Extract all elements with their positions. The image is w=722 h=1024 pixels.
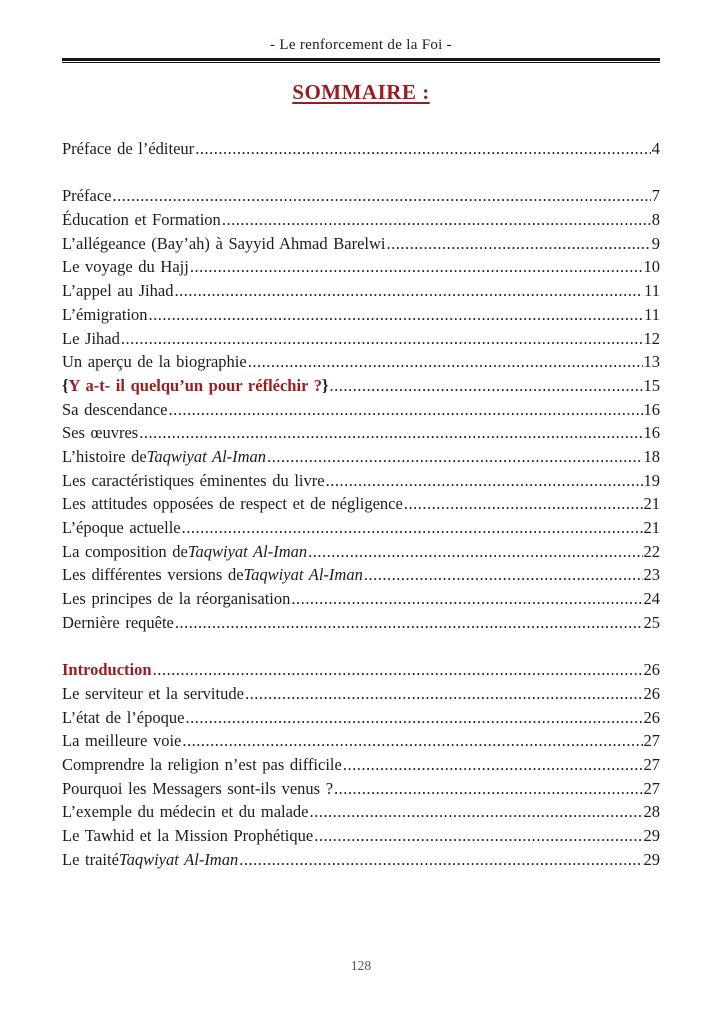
toc-entry-page: 18	[643, 446, 660, 466]
toc-entry-text: Éducation et Formation	[62, 210, 221, 230]
toc-entry	[62, 445, 660, 469]
dot-leader	[222, 208, 651, 232]
toc-entry-text: L’histoire de	[62, 446, 147, 466]
toc-entry	[62, 184, 660, 208]
toc-entry	[62, 800, 660, 824]
toc-entry	[62, 303, 660, 327]
dot-leader	[195, 137, 651, 161]
dot-leader	[239, 848, 642, 872]
toc-entry	[62, 753, 660, 777]
toc-entry-text: La composition de	[62, 541, 188, 561]
page-title	[0, 80, 722, 105]
toc-entry	[62, 492, 660, 516]
toc-entry-text: Les attitudes opposées de respect et de négligence	[62, 494, 403, 514]
toc-entry-page: 10	[643, 257, 660, 277]
toc-entry-page: 16	[643, 399, 660, 419]
toc-entry	[62, 469, 660, 493]
toc-entry-page: 4	[651, 139, 660, 158]
dot-leader	[330, 374, 643, 398]
toc-entry-text: Le Jihad	[62, 328, 120, 348]
toc-entry-text: Ses œuvres	[62, 423, 139, 443]
toc-entry-text-red: Introduction	[62, 660, 152, 680]
toc-entry-text: Le traité	[62, 849, 119, 869]
page-title-text: SOMMAIRE :	[292, 80, 430, 104]
toc-entry-page: 21	[643, 518, 660, 537]
running-header	[0, 37, 722, 54]
dot-leader	[121, 327, 643, 351]
dot-leader	[248, 350, 643, 374]
toc-entry-page: 12	[643, 328, 660, 348]
toc-entry	[62, 587, 660, 611]
toc-entry-text: Les principes de la réorganisation	[62, 589, 291, 609]
toc-entry-text-after: }	[321, 375, 329, 395]
toc-entry-page: 29	[643, 849, 660, 869]
toc-entry-page: 26	[643, 707, 660, 727]
toc-entry	[62, 398, 660, 422]
dot-leader	[169, 398, 643, 422]
toc-list	[62, 137, 660, 871]
page-footer	[0, 958, 722, 974]
dot-leader	[182, 729, 642, 753]
toc-entry-page: 13	[643, 352, 660, 372]
dot-leader	[386, 232, 650, 256]
toc-entry	[62, 421, 660, 445]
toc-entry-page: 9	[651, 233, 660, 253]
toc-entry-text: Le Tawhid et la Mission Prophétique	[62, 825, 314, 845]
dot-leader	[308, 540, 642, 564]
toc-entry-text: L’exemple du médecin et du malade	[62, 802, 309, 822]
toc-entry-text: L’émigration	[62, 304, 148, 324]
running-header-text: - Le renforcement de la Foi -	[270, 37, 452, 53]
toc-entry-text-italic: Taqwiyat Al-Iman	[118, 849, 239, 869]
toc-entry-page: 21	[643, 494, 660, 514]
toc-entry	[62, 540, 660, 564]
toc-entry	[62, 208, 660, 232]
header-rule	[62, 58, 660, 63]
toc-entry-page: 19	[643, 470, 660, 490]
toc-entry-page: 11	[644, 304, 660, 324]
toc-entry-text: Le voyage du Hajj	[62, 257, 189, 277]
dot-leader	[404, 492, 643, 516]
toc-entry-text-italic: Taqwiyat Al-Iman	[187, 541, 308, 561]
dot-leader	[112, 184, 650, 208]
dot-leader	[343, 753, 643, 777]
dot-leader	[364, 563, 643, 587]
toc-entry-page: 22	[643, 541, 660, 561]
toc-entry	[62, 137, 660, 161]
toc-entry	[62, 279, 660, 303]
toc-entry	[62, 658, 660, 682]
toc-entry	[62, 350, 660, 374]
toc-entry	[62, 232, 660, 256]
dot-leader	[245, 682, 643, 706]
toc-entry	[62, 611, 660, 635]
dot-leader	[310, 800, 643, 824]
toc-entry	[62, 255, 660, 279]
dot-leader	[153, 658, 643, 682]
toc-entry	[62, 777, 660, 801]
dot-leader	[334, 777, 642, 801]
toc-entry-page: 28	[643, 802, 660, 822]
toc-entry	[62, 706, 660, 730]
toc-entry	[62, 824, 660, 848]
toc-entry-page: 7	[651, 186, 660, 206]
toc-entry-text: L’allégeance (Bay’ah) à Sayyid Ahmad Barelwi	[62, 233, 386, 253]
toc-entry-text: L’époque actuelle	[62, 518, 181, 537]
toc-entry	[62, 327, 660, 351]
toc-entry-text: L’état de l’époque	[62, 707, 185, 727]
dot-leader	[314, 824, 642, 848]
toc-entry-text: Un aperçu de la biographie	[62, 352, 247, 372]
dot-leader	[190, 255, 643, 279]
toc-entry-page: 26	[643, 660, 660, 680]
toc-entry	[62, 516, 660, 540]
toc-entry-text: Sa descendance	[62, 399, 168, 419]
toc-entry-page: 16	[643, 423, 660, 443]
dot-leader	[182, 516, 643, 540]
toc-entry-text-italic: Taqwiyat Al-Iman	[243, 565, 363, 585]
toc-entry-page: 27	[643, 754, 660, 774]
toc-entry-text-italic: Taqwiyat Al-Iman	[146, 446, 267, 466]
toc-entry	[62, 682, 660, 706]
header-rule-thin-line	[62, 62, 660, 63]
toc-entry	[62, 848, 660, 872]
toc-entry-text: La meilleure voie	[62, 731, 182, 751]
dot-leader	[185, 706, 642, 730]
toc-entry-page: 8	[651, 210, 660, 230]
toc-entry-text-red: Y a-t- il quelqu’un pour réfléchir ?	[68, 375, 322, 395]
toc-entry-text: Préface de l’éditeur	[62, 139, 195, 158]
toc-entry-page: 11	[644, 281, 660, 301]
toc-entry	[62, 374, 660, 398]
toc-entry-text: Pourquoi les Messagers sont-ils venus ?	[62, 778, 334, 798]
header-rule-thick-line	[62, 58, 660, 61]
dot-leader	[267, 445, 642, 469]
toc-entry-page: 15	[643, 375, 660, 395]
toc-entry-text: Les caractéristiques éminentes du livre	[62, 470, 325, 490]
toc-entry-page: 27	[643, 778, 660, 798]
dot-leader	[175, 611, 643, 635]
toc-entry-page: 24	[643, 589, 660, 609]
toc-entry	[62, 729, 660, 753]
toc-entry	[62, 563, 660, 587]
toc-entry-text: Préface	[62, 186, 112, 206]
toc-entry-page: 26	[643, 683, 660, 703]
dot-leader	[139, 421, 642, 445]
toc-entry-text: {	[62, 375, 69, 395]
toc-entry-text: Le serviteur et la servitude	[62, 683, 244, 703]
toc-entry-page: 23	[643, 565, 660, 585]
toc-entry-text: Dernière requête	[62, 612, 174, 632]
dot-leader	[291, 587, 642, 611]
toc-entry-text: Comprendre la religion n’est pas difficile	[62, 754, 342, 774]
toc-entry-page: 29	[643, 825, 660, 845]
page-number: 128	[350, 958, 372, 973]
dot-leader	[326, 469, 643, 493]
dot-leader	[149, 303, 644, 327]
toc-entry-text: L’appel au Jihad	[62, 281, 174, 301]
toc-entry-text: Les différentes versions de	[62, 565, 244, 585]
toc-entry-page: 27	[643, 731, 660, 751]
dot-leader	[174, 279, 643, 303]
toc-entry-page: 25	[643, 612, 660, 632]
